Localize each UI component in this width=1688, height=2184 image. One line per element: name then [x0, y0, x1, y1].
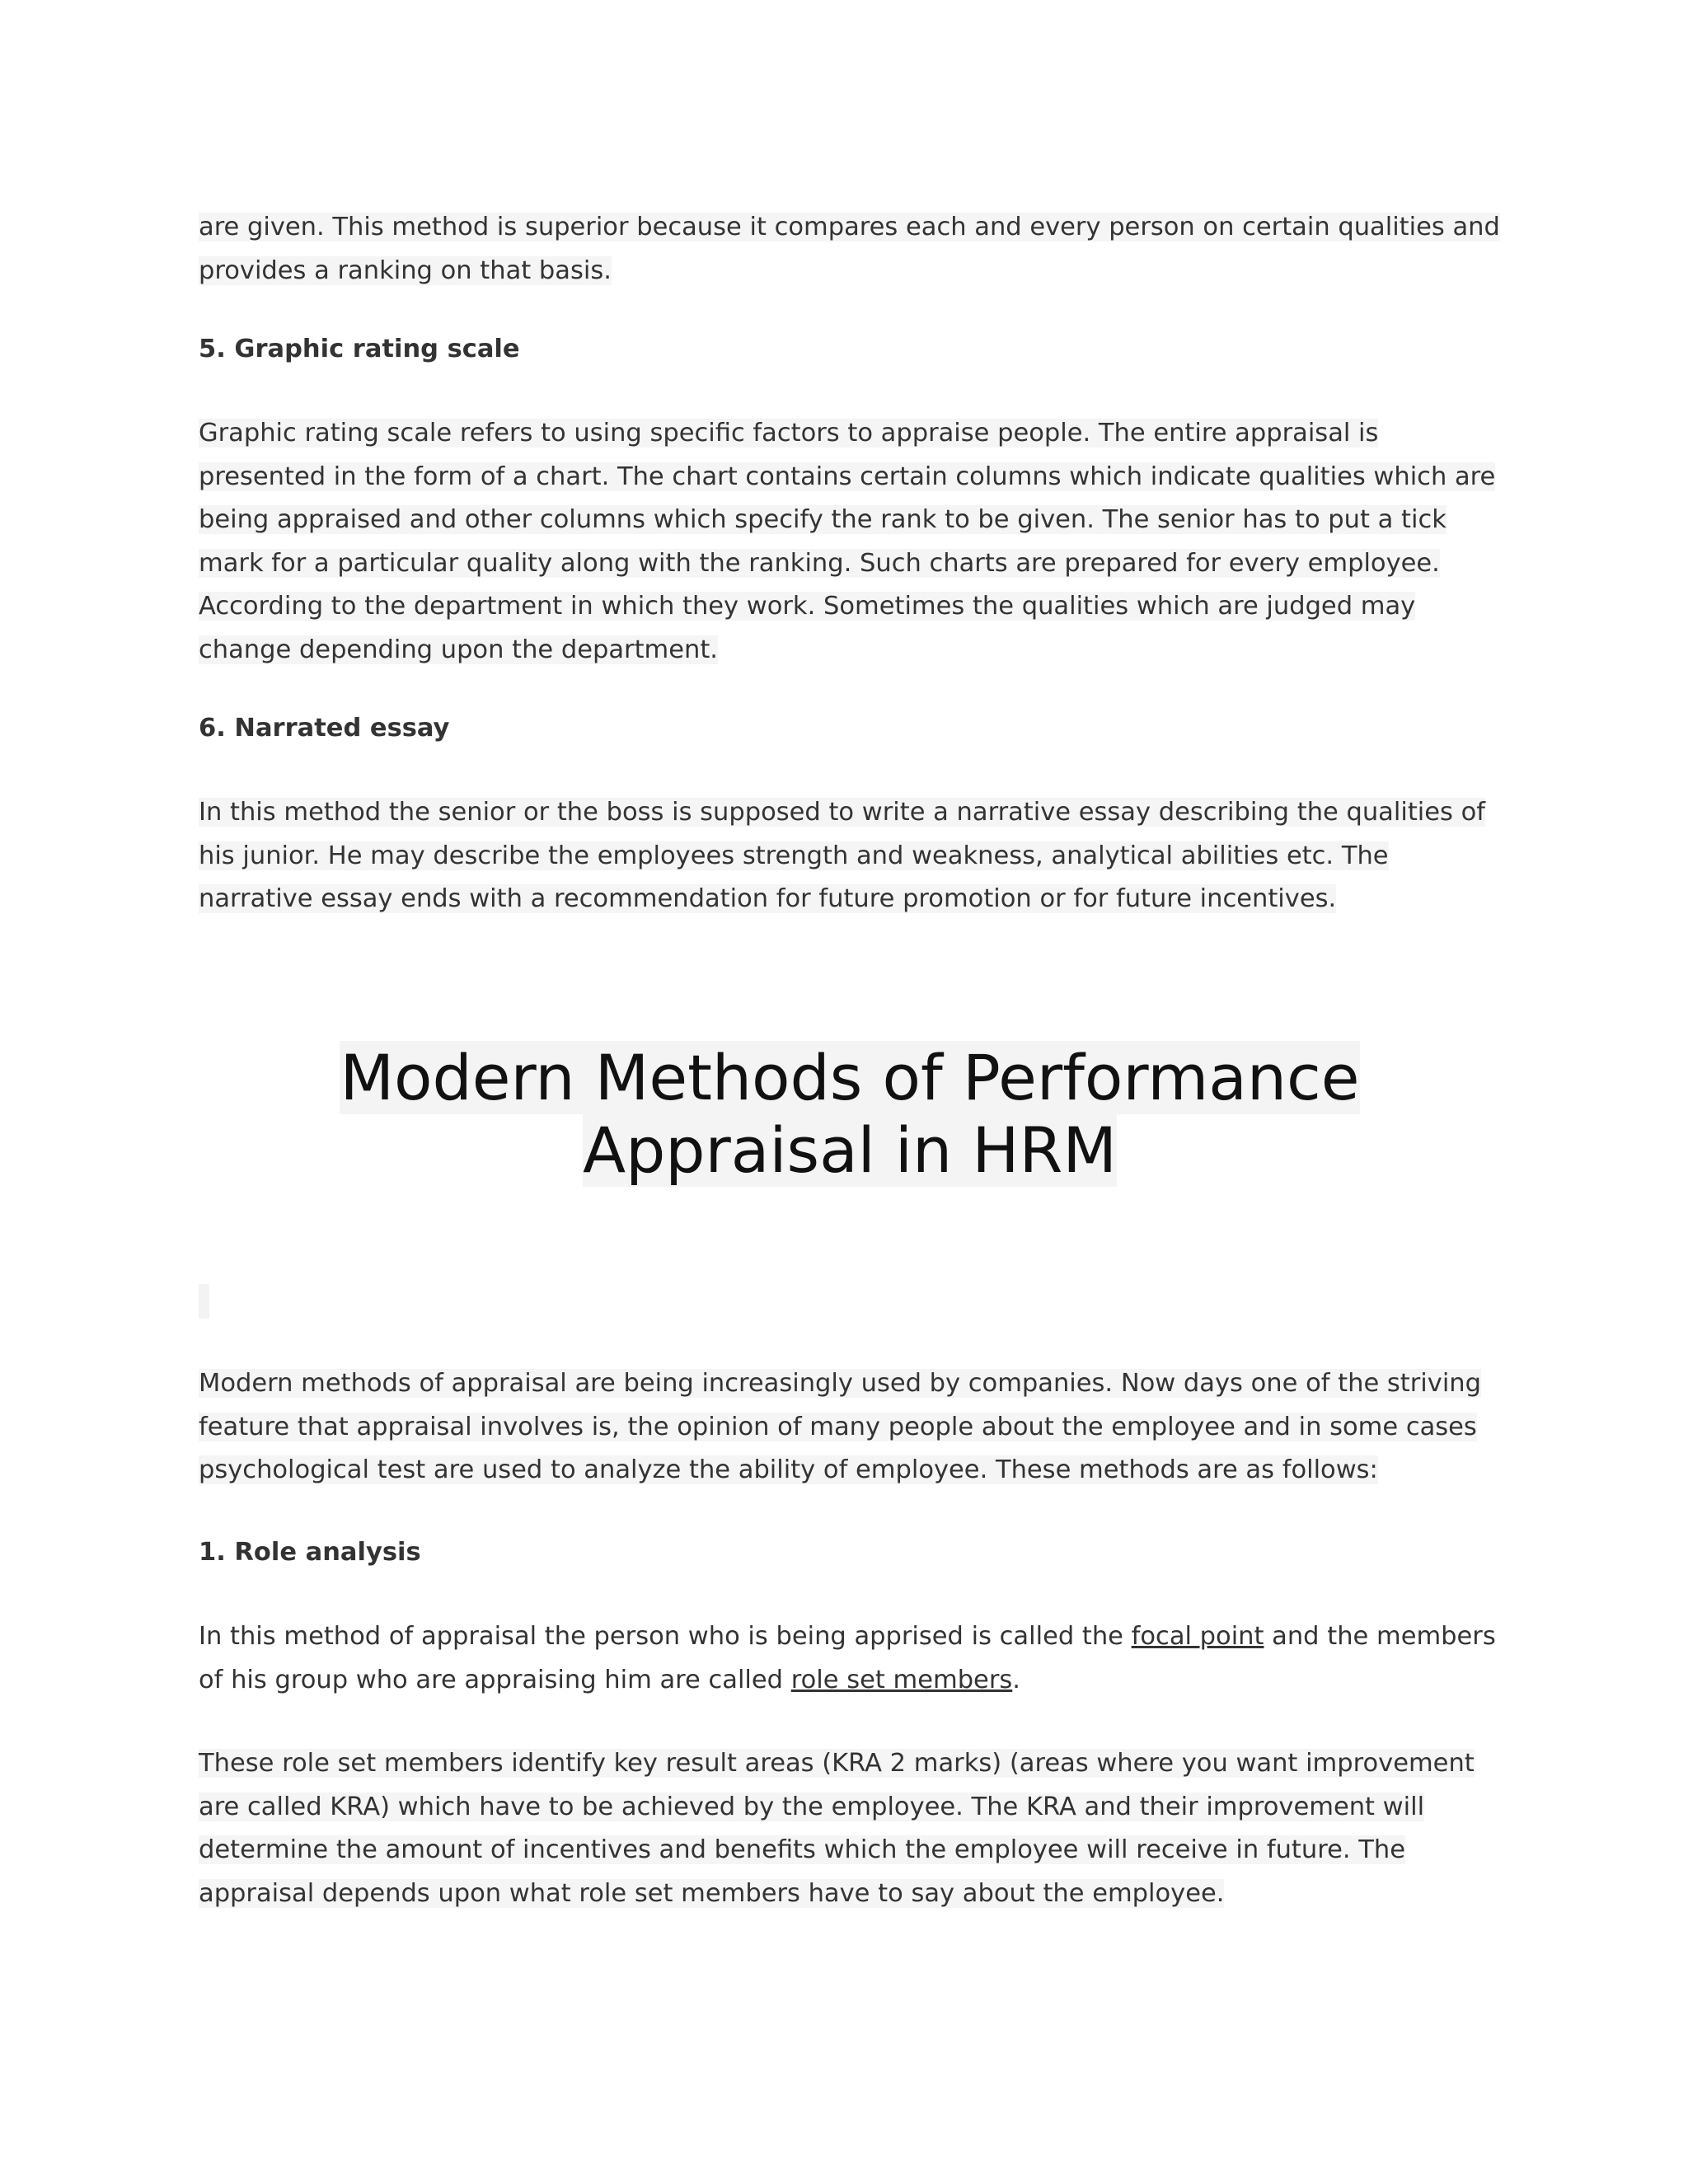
role-analysis-paragraph-1 — [199, 1615, 1501, 1702]
section-title-text: Modern Methods of Performance Appraisal in HRM — [340, 1041, 1360, 1187]
role-analysis-text-2: These role set members identify key result areas (KRA 2 marks) (areas where you want improvement are called KRA) which have to be achieved by the employee. The KRA and their improvement will determine the amount of incentives and benefits which the employee will receive in future. The appraisal depends upon what role set members have to say about the employee. — [199, 1749, 1475, 1908]
narrated-essay-paragraph — [199, 791, 1501, 921]
modern-intro-text: Modern methods of appraisal are being increasingly used by companies. Now days one of the striving feature that appraisal involves is, the opinion of many people about the employee and in some cases psychological test are used to analyze the ability of employee. These methods are as follows: — [199, 1369, 1481, 1484]
role-analysis-text-middle: and the members of his group who are appraising him are called — [199, 1622, 1496, 1694]
modern-intro-paragraph — [199, 1362, 1501, 1493]
role-analysis-text-before: In this method of appraisal the person who is being apprised is called the — [199, 1622, 1132, 1651]
empty-highlight-block — [199, 1284, 209, 1319]
narrated-essay-text: In this method the senior or the boss is supposed to write a narrative essay describing the qualities of his junior. He may describe the employees strength and weakness, analytical abilities etc. The narrative essay ends with a recommendation for future promotion or for future incentives. — [199, 798, 1485, 913]
intro-tail-text: are given. This method is superior because it compares each and every person on certain qualities and provides a ranking on that basis. — [199, 213, 1500, 285]
focal-point-link[interactable]: focal point — [1131, 1622, 1264, 1651]
graphic-rating-paragraph — [199, 412, 1501, 672]
intro-tail-paragraph — [199, 206, 1501, 293]
role-analysis-text-after: . — [1012, 1665, 1020, 1694]
role-analysis-paragraph-2 — [199, 1742, 1501, 1915]
narrated-essay-heading: 6. Narrated essay — [199, 714, 450, 743]
section-title — [199, 1042, 1501, 1187]
graphic-rating-heading: 5. Graphic rating scale — [199, 335, 520, 363]
role-analysis-heading: 1. Role analysis — [199, 1538, 421, 1567]
role-set-members-link[interactable]: role set members — [790, 1665, 1013, 1694]
graphic-rating-text: Graphic rating scale refers to using specific factors to appraise people. The entire appraisal is presented in the form of a chart. The chart contains certain columns which indicate qualities which are being appraised and other columns which specify the rank to be given. The senior has to put a tick mark for a particular quality along with the ranking. Such charts are prepared for every employee. According to the department in which they work. Sometimes the qualities which are judged may change depending upon the department. — [199, 419, 1496, 664]
